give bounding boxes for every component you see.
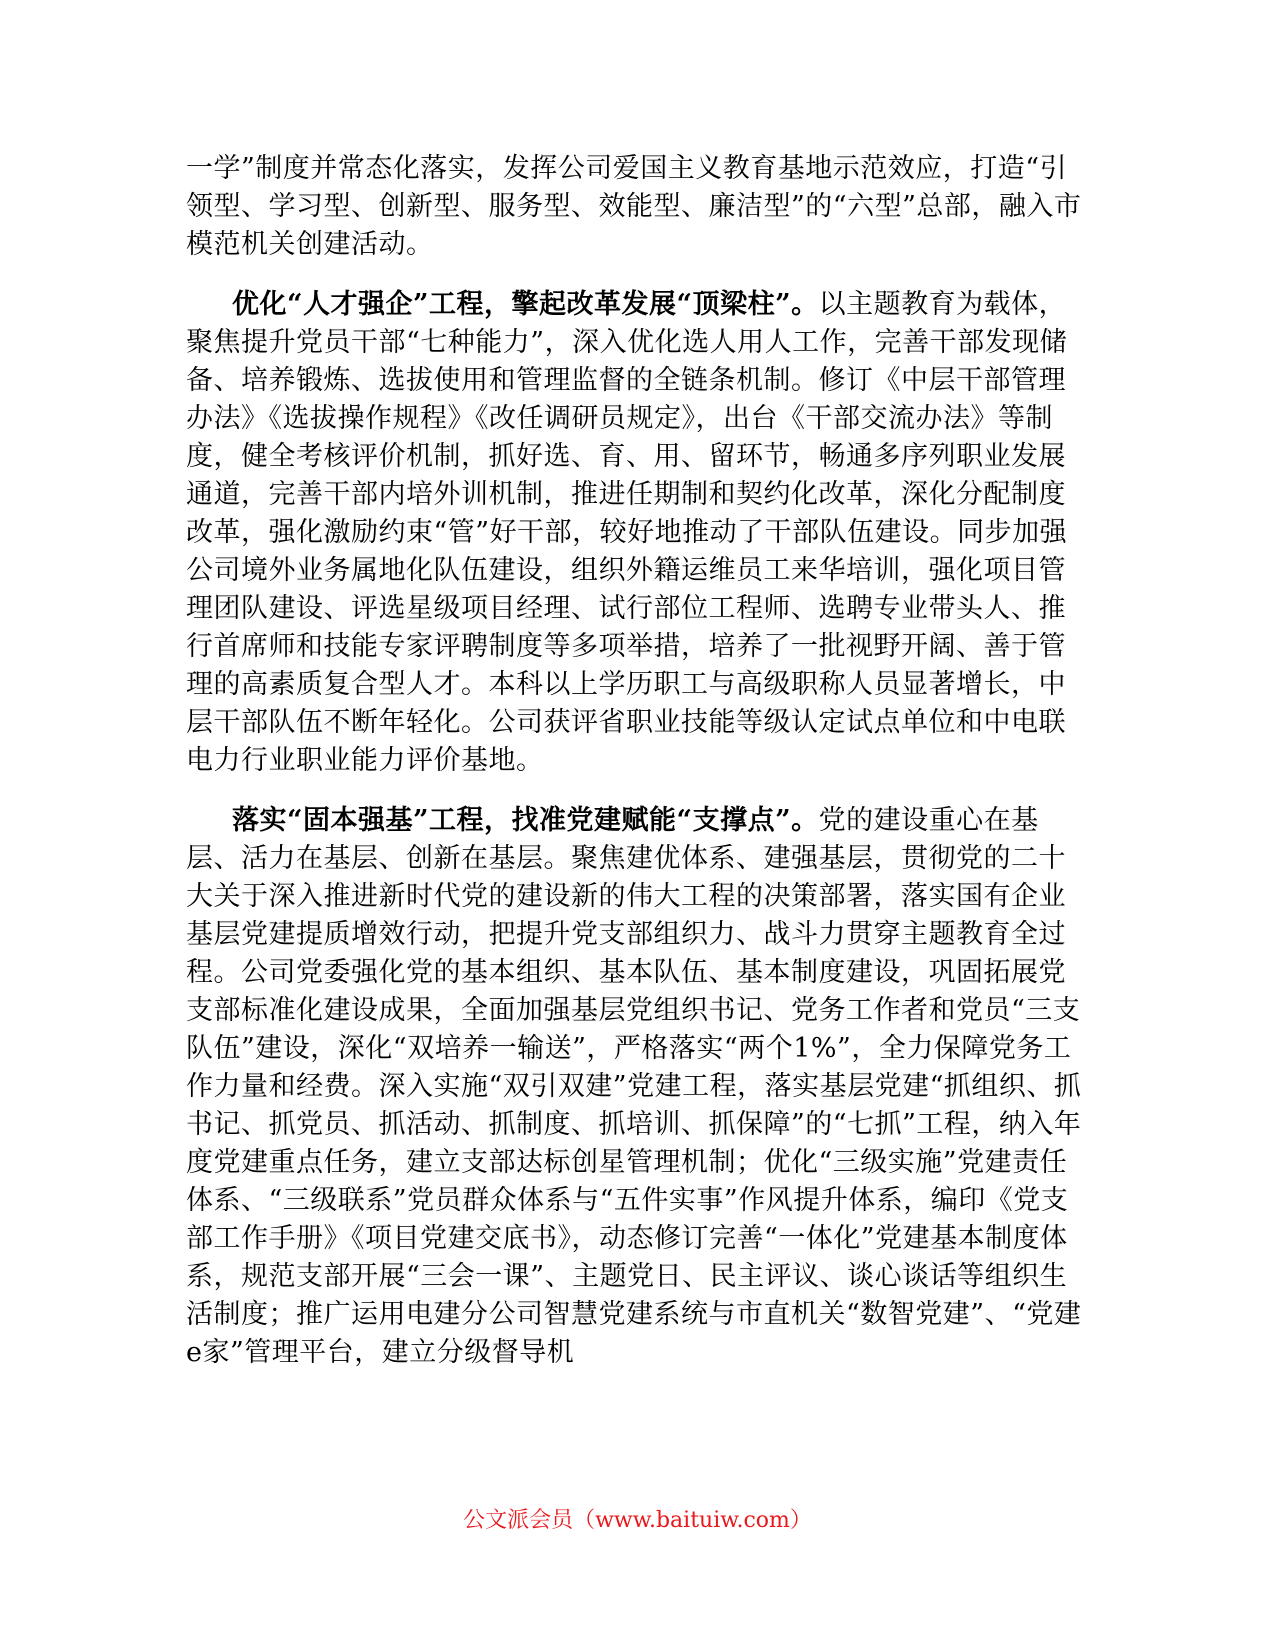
paragraph-heading: 落实“固本强基”工程，找准党建赋能“支撑点”。	[232, 805, 819, 836]
paragraph-text: 党的建设重心在基层、活力在基层、创新在基层。聚焦建优体系、建强基层，贯彻党的二十大关于深入推进新时代党的建设新的伟大工程的决策部署，落实国有企业基层党建提质增效行动，把提升党支部组织力、战斗力贯穿主题教育全过程。公司党委强化党的基本组织、基本队伍、基本制度建设，巩固拓展党支部标准化建设成果，全面加强基层党组织书记、党务工作者和党员“三支队伍”建设，深化“双培养一输送”，严格落实“两个1%”，全力保障党务工作力量和经费。深入实施“双引双建”党建工程，落实基层党建“抓组织、抓书记、抓党员、抓活动、抓制度、抓培训、抓保障”的“七抓”工程，纳入年度党建重点任务，建立支部达标创星管理机制；优化“三级实施”党建责任体系、“三级联系”党员群众体系与“五件实事”作风提升体系，编印《党支部工作手册》《项目党建交底书》，动态修订完善“一体化”党建基本制度体系，规范支部开展“三会一课”、主题党日、民主评议、谈心谈话等组织生活制度；推广运用电建分公司智慧党建系统与市直机关“数智党建”、“党建e家”管理平台，建立分级督导机	[186, 805, 1082, 1368]
footer-watermark: 公文派会员（www.baituiw.com）	[463, 1508, 812, 1533]
paragraph-continuation	[186, 150, 1086, 264]
paragraph-talent	[186, 286, 1086, 780]
paragraph-text: 一学”制度并常态化落实，发挥公司爱国主义教育基地示范效应，打造“引领型、学习型、创新型、服务型、效能型、廉洁型”的“六型”总部，融入市模范机关创建活动。	[186, 153, 1082, 260]
paragraph-text: 以主题教育为载体，聚焦提升党员干部“七种能力”，深入优化选人用人工作，完善干部发现储备、培养锻炼、选拔使用和管理监督的全链条机制。修订《中层干部管理办法》《选拔操作规程》《改任调研员规定》，出台《干部交流办法》等制度，健全考核评价机制，抓好选、育、用、留环节，畅通多序列职业发展通道，完善干部内培外训机制，推进任期制和契约化改革，深化分配制度改革，强化激励约束“管”好干部，较好地推动了干部队伍建设。同步加强公司境外业务属地化队伍建设，组织外籍运维员工来华培训，强化项目管理团队建设、评选星级项目经理、试行部位工程师、选聘专业带头人、推行首席师和技能专家评聘制度等多项举措，培养了一批视野开阔、善于管理的高素质复合型人才。本科以上学历职工与高级职称人员显著增长，中层干部队伍不断年轻化。公司获评省职业技能等级认定试点单位和中电联电力行业职业能力评价基地。	[186, 289, 1068, 776]
paragraph-foundation	[186, 802, 1086, 1372]
document-body	[186, 150, 1086, 1394]
paragraph-heading: 优化“人才强企”工程，擎起改革发展“顶梁柱”。	[232, 289, 819, 320]
